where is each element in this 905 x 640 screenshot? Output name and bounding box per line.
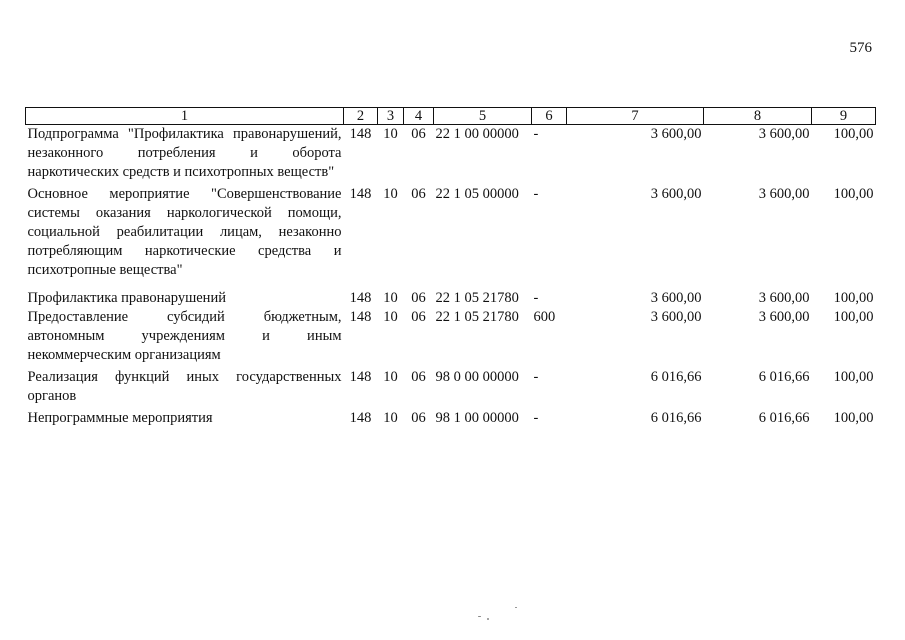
header-col-8: 8	[704, 108, 812, 125]
row-name: Профилактика правонарушений	[27, 290, 226, 306]
header-col-9: 9	[812, 108, 876, 125]
row-admin-code: 148	[349, 309, 372, 325]
table-row	[26, 125, 876, 183]
row-target-code: 22 1 05 21780	[435, 309, 519, 325]
row-admin-code: 148	[349, 186, 372, 202]
row-subsection: 06	[411, 186, 426, 202]
table-row	[26, 182, 876, 280]
header-col-7: 7	[567, 108, 704, 125]
row-name: Непрограммные мероприятия	[27, 410, 213, 426]
row-actual: 6 016,66	[758, 410, 810, 426]
row-name: Предоставление субсидий бюджетным, автономным учреждениям и иным некоммерческим организациям	[27, 309, 342, 363]
row-percent: 100,00	[833, 290, 874, 306]
row-target-code: 98 1 00 00000	[435, 410, 519, 426]
row-target-code: 22 1 05 21780	[435, 290, 519, 306]
table-row	[26, 406, 876, 428]
row-expense-type: -	[533, 186, 539, 202]
row-section: 10	[383, 290, 398, 306]
header-col-2: 2	[344, 108, 378, 125]
row-percent: 100,00	[833, 369, 874, 385]
row-admin-code: 148	[349, 410, 372, 426]
row-section: 10	[383, 126, 398, 142]
row-plan: 6 016,66	[650, 369, 702, 385]
row-actual: 3 600,00	[758, 126, 810, 142]
row-percent: 100,00	[833, 410, 874, 426]
row-admin-code: 148	[349, 369, 372, 385]
row-expense-type: 600	[533, 309, 556, 325]
row-subsection: 06	[411, 410, 426, 426]
row-section: 10	[383, 410, 398, 426]
table-row	[26, 365, 876, 406]
row-expense-type: -	[533, 369, 539, 385]
row-name: Подпрограмма "Профилактика правонарушений, незаконного потребления и оборота наркотических средств и психотропных веществ"	[27, 126, 342, 180]
row-subsection: 06	[411, 369, 426, 385]
row-target-code: 98 0 00 00000	[435, 369, 519, 385]
budget-table	[25, 107, 876, 428]
page-number: 576	[849, 40, 872, 56]
table-row	[26, 308, 876, 365]
scan-artifact	[478, 616, 481, 617]
row-admin-code: 148	[349, 290, 372, 306]
header-col-6: 6	[532, 108, 567, 125]
row-plan: 3 600,00	[650, 309, 702, 325]
row-actual: 3 600,00	[758, 186, 810, 202]
table-row	[26, 280, 876, 308]
row-plan: 3 600,00	[650, 186, 702, 202]
row-plan: 3 600,00	[650, 290, 702, 306]
header-col-3: 3	[378, 108, 404, 125]
row-name: Реализация функций иных государственных органов	[27, 369, 342, 404]
row-percent: 100,00	[833, 309, 874, 325]
row-percent: 100,00	[833, 186, 874, 202]
row-target-code: 22 1 00 00000	[435, 126, 519, 142]
row-actual: 3 600,00	[758, 309, 810, 325]
row-target-code: 22 1 05 00000	[435, 186, 519, 202]
scan-artifact	[487, 618, 489, 620]
row-name: Основное мероприятие "Совершенствование системы оказания наркологической помощи, социальной реабилитации лицам, незаконно потребляющим наркотические средства и психотропные вещества"	[27, 186, 342, 278]
row-expense-type: -	[533, 126, 539, 142]
scan-artifact	[515, 607, 517, 608]
row-section: 10	[383, 309, 398, 325]
row-plan: 3 600,00	[650, 126, 702, 142]
row-section: 10	[383, 369, 398, 385]
row-plan: 6 016,66	[650, 410, 702, 426]
header-col-4: 4	[404, 108, 434, 125]
row-subsection: 06	[411, 126, 426, 142]
row-expense-type: -	[533, 410, 539, 426]
row-admin-code: 148	[349, 126, 372, 142]
row-subsection: 06	[411, 309, 426, 325]
row-percent: 100,00	[833, 126, 874, 142]
header-col-5: 5	[434, 108, 532, 125]
row-expense-type: -	[533, 290, 539, 306]
header-col-1: 1	[26, 108, 344, 125]
row-section: 10	[383, 186, 398, 202]
row-subsection: 06	[411, 290, 426, 306]
row-actual: 3 600,00	[758, 290, 810, 306]
row-actual: 6 016,66	[758, 369, 810, 385]
header-row	[26, 108, 876, 125]
